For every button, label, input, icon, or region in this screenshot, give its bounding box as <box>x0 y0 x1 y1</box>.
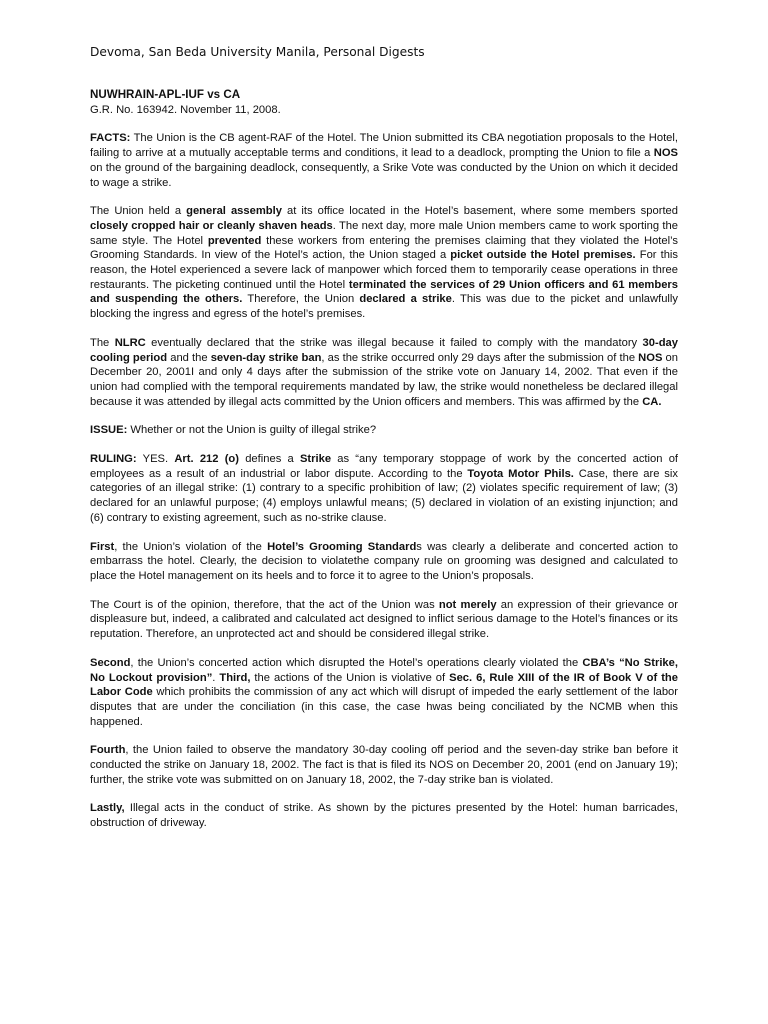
text-run: on the ground of the bargaining deadlock, consequently, a Srike Vote was conducted by the Union on which it decided to wage a strike. <box>90 161 678 189</box>
bold-text: Sec. 6, Rule XIII of the IR of Book V of the Labor Code <box>90 671 678 699</box>
document-header: Devoma, San Beda University Manila, Personal Digests <box>90 45 425 59</box>
bold-text: Strike <box>299 453 332 466</box>
text-run: , the Union failed to observe the mandatory 30-day cooling off period and the seven-day strike ban before it conducted the strike on January 18, 2002. The fact is that is filed its NOS on December 20, 2001 (end on January 19); further, the strike vote was submitted on on January 18, 2002, the 7-day strike ban is violated. <box>90 744 678 786</box>
text-run: . The next day, more male Union members came to work sporting the same style. The Hotel <box>90 219 678 247</box>
bold-text: CA. <box>642 395 662 408</box>
text-run: The Union held a <box>90 205 187 218</box>
ruling-paragraph <box>90 452 678 526</box>
bold-text: picket outside the Hotel premises. <box>450 249 636 262</box>
lastly-paragraph <box>90 801 678 830</box>
bold-text: RULING: <box>90 453 137 466</box>
text-run: s was clearly a deliberate and concerted action to embarrass the hotel. Clearly, the decision to violatethe company rule on grooming was designed and calculated to place the Hotel management on its heels and to force it to agree to the Union’s proposals. <box>90 540 678 582</box>
bold-text: Second <box>90 656 131 669</box>
text-run: , the Union’s violation of the <box>114 540 268 553</box>
bold-text: ISSUE: <box>90 424 128 437</box>
bold-text: First <box>90 540 115 553</box>
bold-text: prevented <box>207 234 262 247</box>
text-run: , as the strike occurred only 29 days after the submission of the <box>321 351 639 364</box>
text-run: . This was due to the picket and unlawfully blocking the ingress and egress of the hotel’s premises. <box>90 293 678 321</box>
bold-text: NLRC <box>114 336 146 349</box>
bold-text: Hotel’s Grooming Standard <box>267 540 417 553</box>
text-run: , the Union’s concerted action which disrupted the Hotel’s operations clearly violated the <box>130 656 583 669</box>
bold-text: Art. 212 (o) <box>174 453 239 466</box>
text-run: an expression of their grievance or displeasure but, indeed, a calibrated and calculated act designed to inflict serious damage to the Hotel’s finances or its reputation. Therefore, an unprotected act and should be considered illegal strike. <box>90 598 678 641</box>
text-run: on December 20, 2001I and only 4 days after the submission of the strike vote on January 14, 2002. That even if the union had complied with the temporal requirements mandated by law, the strike would nonetheless be declared illegal because it was attended by illegal acts committed by the Union officers and members. This was affirmed by the <box>90 351 678 408</box>
text-run: defines a <box>239 453 300 466</box>
nlrc-paragraph <box>90 336 678 410</box>
text-run: as “any temporary stoppage of work by the concerted action of employees as a result of an industrial or labor dispute. According to the <box>90 453 679 480</box>
bold-text: NOS <box>638 351 663 364</box>
document-page <box>90 44 678 845</box>
text-run: and the <box>167 351 211 364</box>
text-run: The <box>90 336 115 349</box>
bold-text: closely cropped hair or cleanly shaven heads <box>90 219 333 232</box>
bold-text: declared a strike <box>359 293 452 306</box>
bold-text: not merely <box>438 598 497 611</box>
bold-text: general assembly <box>186 205 282 218</box>
text-run: . <box>212 671 220 684</box>
bold-text: Fourth <box>90 744 126 757</box>
bold-text: Third, <box>219 671 251 684</box>
text-run: which prohibits the commission of any act which will disrupt of impeded the early settlement of the labor disputes that are under the conciliation (in this case, the case hwas being conciliated by the NCMB when this happened. <box>90 686 678 728</box>
bold-text: Toyota Motor Phils. <box>467 467 574 480</box>
text-run: YES. <box>136 453 175 466</box>
text-run: For this reason, the Hotel experienced a severe lack of manpower which forced them to temporarily cease operations in three restaurants. The picketing continued until the Hotel <box>90 249 678 291</box>
bold-text: 30-day cooling period <box>90 336 678 364</box>
fourth-paragraph <box>90 743 678 787</box>
facts-paragraph <box>90 131 678 190</box>
case-citation: G.R. No. 163942. November 11, 2008. <box>90 103 281 116</box>
digest-body <box>90 131 678 830</box>
bold-text: NOS <box>653 147 678 160</box>
bold-text: CBA’s “No Strike, No Lockout provision” <box>90 656 678 684</box>
bold-text: Lastly, <box>90 802 125 815</box>
text-run: the actions of the Union is violative of <box>250 671 450 684</box>
text-run: eventually declared that the strike was illegal because it failed to comply with the mandatory <box>145 336 643 349</box>
text-run: Therefore, the Union <box>242 293 360 306</box>
bold-text: seven-day strike ban <box>210 351 322 364</box>
second-third-paragraph <box>90 656 678 730</box>
text-run: Whether or not the Union is guilty of illegal strike? <box>127 424 377 437</box>
court-opinion-paragraph <box>90 598 678 642</box>
text-run: The Court is of the opinion, therefore, that the act of the Union was <box>90 598 439 611</box>
bold-text: terminated the services of 29 Union officers and 61 members and suspending the others. <box>90 278 678 306</box>
text-run: these workers from entering the premises claiming that they violated the Hotel’s Grooming Standards. In view of the Hotel’s action, the Union staged a <box>90 234 678 262</box>
general-assembly-paragraph <box>90 204 678 322</box>
text-run: at its office located in the Hotel’s basement, where some members sported <box>281 205 678 218</box>
text-run: The Union is the CB agent-RAF of the Hotel. The Union submitted its CBA negotiation proposals to the Hotel, failing to arrive at a mutually acceptable terms and conditions, it lead to a deadlock, prompting the Union to file a <box>90 132 678 160</box>
bold-text: FACTS: <box>90 132 131 145</box>
issue-paragraph <box>90 423 678 438</box>
text-run: Case, there are six categories of an illegal strike: (1) contrary to a specific prohibition of law; (2) violates specific requirement of law; (3) declared for an unlawful purpose; (4) employs unlawful means; (5) declared in violation of an existing injunction; and (6) contrary to existing agreement, such as no-strike clause. <box>90 467 678 524</box>
first-paragraph <box>90 540 678 584</box>
text-run: Illegal acts in the conduct of strike. As shown by the pictures presented by the Hotel: human barricades, obstruction of driveway. <box>90 802 678 830</box>
case-title: NUWHRAIN-APL-IUF vs CA <box>90 88 241 101</box>
